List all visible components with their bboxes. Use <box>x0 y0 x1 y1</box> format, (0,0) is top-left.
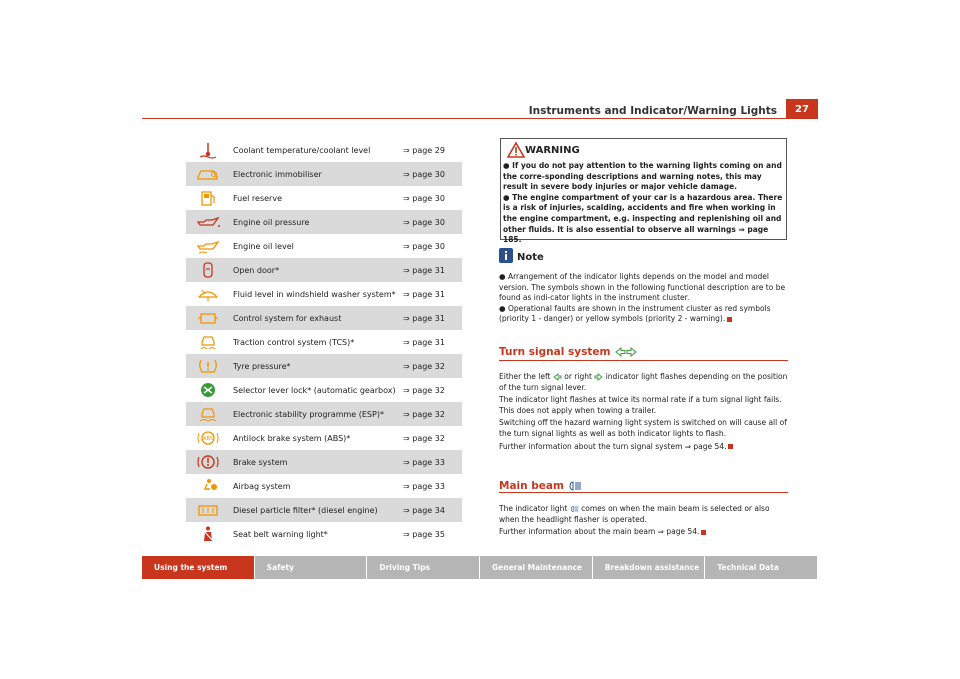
turn-signal-heading: Turn signal system <box>499 346 637 358</box>
indicator-label: Diesel particle filter* (diesel engine) <box>233 505 378 515</box>
svg-text:ABS: ABS <box>203 436 213 442</box>
coolant-icon <box>186 138 230 162</box>
indicator-row <box>186 474 462 498</box>
left-arrow-icon <box>553 373 562 381</box>
indicator-row <box>186 210 462 234</box>
turn-signal-arrows-icon <box>615 347 637 357</box>
indicator-label: Fuel reserve <box>233 193 282 203</box>
esp-icon <box>186 402 230 426</box>
indicator-page-link[interactable]: ⇒ page 31 <box>403 265 445 275</box>
turn-signal-paragraph: Either the left or right indicator light flashes depending on the position of the turn signal lever. <box>499 372 788 392</box>
indicator-label: Airbag system <box>233 481 291 491</box>
note-bullet: ● Arrangement of the indicator lights depends on the model and model version. The symbols shown in the following functional description are to be found as indi-cator lights in the instrument cluster. <box>499 272 786 303</box>
indicator-page-link[interactable]: ⇒ page 33 <box>403 457 445 467</box>
open-door-icon <box>186 258 230 282</box>
main-beam-body <box>499 504 789 540</box>
abs-icon <box>186 426 230 450</box>
indicator-page-link[interactable]: ⇒ page 30 <box>403 193 445 203</box>
brake-icon <box>186 450 230 474</box>
warning-triangle-icon <box>507 142 525 158</box>
indicator-label: Coolant temperature/coolant level <box>233 145 371 155</box>
indicator-page-link[interactable]: ⇒ page 30 <box>403 217 445 227</box>
indicator-row <box>186 282 462 306</box>
indicator-label: Engine oil level <box>233 241 294 251</box>
footer-tab[interactable]: Using the system <box>142 556 255 579</box>
seatbelt-icon <box>186 522 230 546</box>
footer-tab[interactable]: General Maintenance <box>480 556 593 579</box>
warning-bullet: ● The engine compartment of your car is a hazardous area. There is a risk of injuries, scalding, accidents and fire when working in the engine compartment, e.g. inspecting and replenishing oil and other fluids. It is also essential to observe all warnings ⇒ page 185. <box>503 192 783 245</box>
indicator-row <box>186 258 462 282</box>
indicator-page-link[interactable]: ⇒ page 30 <box>403 169 445 179</box>
indicator-page-link[interactable]: ⇒ page 32 <box>403 361 445 371</box>
turn-signal-paragraph: The indicator light flashes at twice its normal rate if a turn signal light fails. This does not apply when towing a trailer. <box>499 395 782 415</box>
indicator-row <box>186 450 462 474</box>
warning-body <box>503 161 784 246</box>
turn-signal-paragraph: Further information about the turn signal system ⇒ page 54. <box>499 442 789 453</box>
end-mark <box>728 444 733 449</box>
indicator-label: Open door* <box>233 265 280 275</box>
info-icon <box>499 248 513 263</box>
warning-box <box>500 138 787 245</box>
indicator-row <box>186 330 462 354</box>
indicator-page-link[interactable]: ⇒ page 32 <box>403 409 445 419</box>
indicator-label: Engine oil pressure <box>233 217 310 227</box>
diesel-filter-icon <box>186 498 230 522</box>
indicator-row <box>186 426 462 450</box>
engine-check-icon <box>186 306 230 330</box>
turn-signal-paragraph: Switching off the hazard warning light system is switched on will cause all of the turn signal lights as well as both indicator lights to flash. <box>499 418 787 438</box>
footer-nav <box>142 556 818 579</box>
indicator-label: Electronic stability programme (ESP)* <box>233 409 384 419</box>
indicator-label: Tyre pressure* <box>233 361 291 371</box>
footer-tab[interactable]: Safety <box>255 556 368 579</box>
indicator-label: Fluid level in windshield washer system* <box>233 289 396 299</box>
indicator-page-link[interactable]: ⇒ page 32 <box>403 433 445 443</box>
main-beam-inline-icon <box>570 505 579 513</box>
warning-title: WARNING <box>525 145 580 156</box>
indicator-label: Selector lever lock* (automatic gearbox) <box>233 385 396 395</box>
main-beam-heading: Main beam <box>499 480 582 492</box>
indicator-table <box>186 138 462 546</box>
immobiliser-car-icon <box>186 162 230 186</box>
indicator-label: Seat belt warning light* <box>233 529 328 539</box>
main-beam-icon <box>568 481 582 491</box>
indicator-page-link[interactable]: ⇒ page 32 <box>403 385 445 395</box>
selector-lever-icon <box>186 378 230 402</box>
page-header-title: Instruments and Indicator/Warning Lights <box>528 105 777 117</box>
indicator-row <box>186 306 462 330</box>
oil-level-icon <box>186 234 230 258</box>
main-beam-divider <box>499 492 788 493</box>
indicator-page-link[interactable]: ⇒ page 29 <box>403 145 445 155</box>
indicator-page-link[interactable]: ⇒ page 31 <box>403 289 445 299</box>
note-heading: Note <box>499 248 544 263</box>
indicator-page-link[interactable]: ⇒ page 30 <box>403 241 445 251</box>
note-bullet: ● Operational faults are shown in the instrument cluster as red symbols (priority 1 - danger) or yellow symbols (priority 2 - warning). <box>499 303 771 324</box>
indicator-page-link[interactable]: ⇒ page 34 <box>403 505 445 515</box>
indicator-row <box>186 522 462 546</box>
indicator-row <box>186 138 462 162</box>
indicator-row <box>186 378 462 402</box>
indicator-row <box>186 354 462 378</box>
warning-bullet: ● If you do not pay attention to the warning lights coming on and the corre-sponding descriptions and warning notes, this may result in severe body injuries or major vehicle damage. <box>503 161 782 192</box>
traction-control-icon <box>186 330 230 354</box>
indicator-page-link[interactable]: ⇒ page 33 <box>403 481 445 491</box>
indicator-label: Antilock brake system (ABS)* <box>233 433 351 443</box>
tyre-pressure-icon <box>186 354 230 378</box>
footer-tab[interactable]: Driving Tips <box>367 556 480 579</box>
main-beam-paragraph: Further information about the main beam ⇒ page 54. <box>499 527 789 538</box>
indicator-label: Brake system <box>233 457 288 467</box>
indicator-page-link[interactable]: ⇒ page 35 <box>403 529 445 539</box>
turn-signal-divider <box>499 360 788 361</box>
oil-can-icon <box>186 210 230 234</box>
indicator-label: Traction control system (TCS)* <box>233 337 355 347</box>
end-mark <box>727 317 732 322</box>
note-body <box>499 272 789 325</box>
indicator-label: Control system for exhaust <box>233 313 342 323</box>
indicator-page-link[interactable]: ⇒ page 31 <box>403 337 445 347</box>
end-mark <box>701 530 706 535</box>
fuel-pump-icon <box>186 186 230 210</box>
indicator-page-link[interactable]: ⇒ page 31 <box>403 313 445 323</box>
turn-signal-body <box>499 372 789 454</box>
footer-tab[interactable]: Technical Data <box>705 556 818 579</box>
page-number: 27 <box>786 99 818 119</box>
washer-fluid-icon <box>186 282 230 306</box>
indicator-row <box>186 234 462 258</box>
indicator-row <box>186 186 462 210</box>
main-beam-paragraph: The indicator light comes on when the main beam is selected or also when the headlight flasher is operated. <box>499 504 770 524</box>
indicator-row <box>186 402 462 426</box>
header-divider <box>142 118 818 119</box>
indicator-row <box>186 162 462 186</box>
right-arrow-icon <box>594 373 603 381</box>
airbag-icon <box>186 474 230 498</box>
indicator-label: Electronic immobiliser <box>233 169 322 179</box>
footer-tab[interactable]: Breakdown assistance <box>593 556 706 579</box>
indicator-row <box>186 498 462 522</box>
